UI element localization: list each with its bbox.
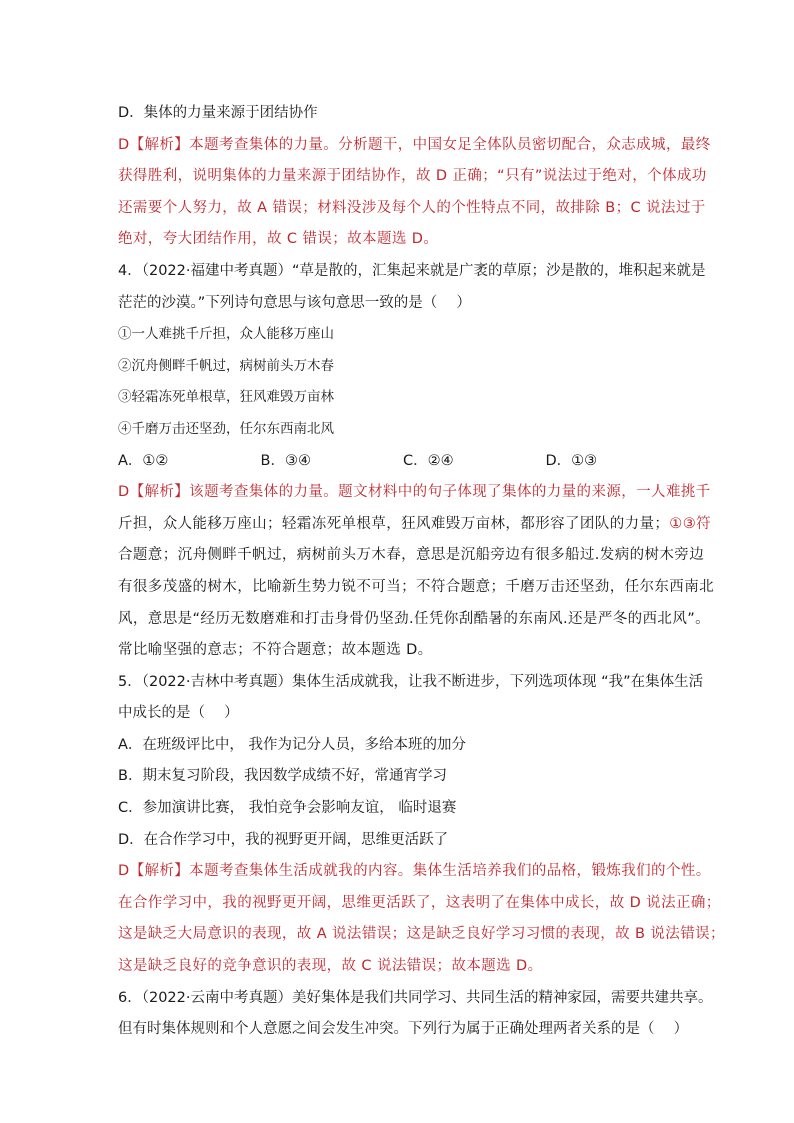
q4-analysis-line: 常比喻坚强的意志；不符合题意；故本题选 D。 — [118, 642, 433, 659]
q4-option-a: A．①② — [118, 452, 169, 469]
q4-option-b: B．③④ — [260, 452, 311, 469]
q4-analysis-red-segment: ①③符 — [669, 515, 711, 532]
q3-analysis-line: 获得胜利，说明集体的力量来源于团结协作，故 D 正确；“只有”说法过于绝对，个体成功 — [118, 168, 707, 185]
q5-stem-line: 5．（2022·吉林中考真题）集体生活成就我，让我不断进步，下列选项体现 “我”在集体生活 — [118, 673, 704, 690]
q4-item: ③轻霜冻死单根草，狂风难毁万亩林 — [118, 389, 334, 406]
q4-item: ①一人难挑千斤担，众人能移万座山 — [118, 326, 334, 343]
q3-analysis-line: D【解析】本题考查集体的力量。分析题干，中国女足全体队员密切配合，众志成城，最终 — [118, 136, 711, 153]
q4-analysis-line: 有很多茂盛的树木，比喻新生势力锐不可当；不符合题意；千磨万击还坚劲，任尔东西南北 — [118, 578, 714, 595]
q5-analysis-line: 这是缺乏大局意识的表现，故 A 说法错误；这是缺乏良好学习习惯的表现，故 B 说法错误； — [118, 926, 725, 943]
q4-analysis-line — [118, 509, 711, 541]
q4-item: ④千磨万击还坚劲，任尔东西南北风 — [118, 420, 334, 437]
q5-stem-line: 中成长的是（ ） — [118, 705, 239, 722]
q4-options — [118, 446, 688, 478]
q5-analysis-line: D【解析】本题考查集体生活成就我的内容。集体生活培养我们的品格，锻炼我们的个性。 — [118, 863, 711, 880]
q3-option-d: D．集体的力量来源于团结协作 — [118, 105, 318, 121]
q6-stem-line: 但有时集体规则和个人意愿之间会发生冲突。下列行为属于正确处理两者关系的是（ ） — [118, 1021, 689, 1038]
q4-stem-line: 4．（2022·福建中考真题）“草是散的，汇集起来就是广袤的草原；沙是散的，堆积起来就是 — [118, 262, 706, 279]
q6-stem-line: 6．（2022·云南中考真题）美好集体是我们共同学习、共同生活的精神家园，需要共建共享。 — [118, 989, 713, 1006]
q5-analysis-line: 这是缺乏良好的竞争意识的表现，故 C 说法错误；故本题选 D。 — [118, 958, 543, 975]
q4-analysis-line: 风，意思是“经历无数磨难和打击身骨仍坚劲.任凭你刮酷暑的东南风.还是严冬的西北风”。 — [118, 610, 711, 627]
q4-option-d: D．①③ — [545, 452, 598, 469]
q4-analysis-line: 合题意；沉舟侧畔千帆过，病树前头万木春，意思是沉船旁边有很多船过.发病的树木旁边 — [118, 547, 705, 564]
q5-option-d: D．在合作学习中，我的视野更开阔，思维更活跃了 — [118, 831, 449, 848]
q4-analysis-black-segment: 斤担，众人能移万座山；轻霜冻死单根草，狂风难毁万亩林，都形容了团队的力量； — [118, 515, 670, 532]
q3-analysis-line: 还需要个人努力，故 A 错误；材料没涉及每个人的个性特点不同，故排除 B；C 说法过于 — [118, 199, 706, 216]
document-page — [118, 98, 725, 1046]
q4-stem-line: 茫茫的沙漠。”下列诗句意思与该句意思一致的是（ ） — [118, 294, 471, 311]
q3-analysis-line: 绝对，夸大团结作用，故 C 错误；故本题选 D。 — [118, 231, 439, 248]
q5-option-b: B．期末复习阶段，我因数学成绩不好，常通宵学习 — [118, 768, 447, 785]
q5-option-a: A．在班级评比中， 我作为记分人员，多给本班的加分 — [118, 736, 467, 753]
q4-option-c: C．②④ — [403, 452, 454, 469]
q4-item: ②沉舟侧畔千帆过，病树前头万木春 — [118, 357, 334, 374]
q4-analysis-line: D【解析】该题考查集体的力量。题文材料中的句子体现了集体的力量的来源，一人难挑千 — [118, 484, 711, 501]
q5-option-c: C．参加演讲比赛， 我怕竞争会影响友谊， 临时退赛 — [118, 800, 457, 817]
q5-analysis-line: 在合作学习中，我的视野更开阔，思维更活跃了，这表明了在集体中成长，故 D 说法正确； — [118, 894, 721, 911]
